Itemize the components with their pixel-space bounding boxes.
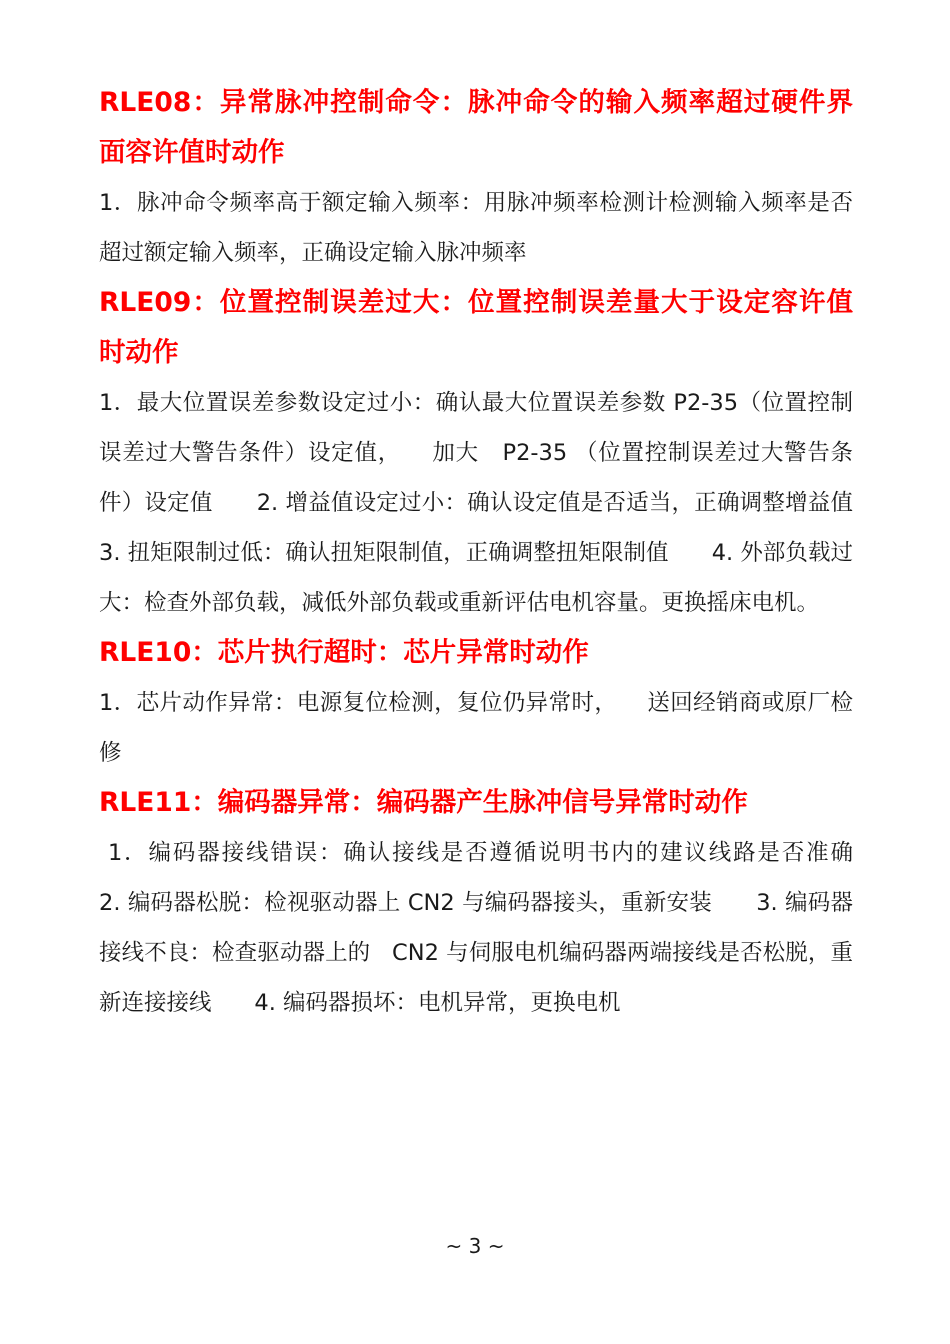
document-page — [99, 78, 896, 1028]
section-heading: RLE09：位置控制误差过大：位置控制误差量大于设定容许值时动作 — [99, 287, 853, 368]
section-heading: RLE08：异常脉冲控制命令：脉冲命令的输入频率超过硬件界面容许值时动作 — [99, 87, 853, 168]
section-heading: RLE10：芯片执行超时：芯片异常时动作 — [99, 637, 589, 668]
section-body: 1．脉冲命令频率高于额定输入频率：用脉冲频率检测计检测输入频率是否超过额定输入频率，正确设定输入脉冲频率 — [99, 190, 853, 266]
section-heading: RLE11：编码器异常：编码器产生脉冲信号异常时动作 — [99, 787, 748, 818]
section-rle08 — [99, 78, 853, 278]
section-body: 1．最大位置误差参数设定过小：确认最大位置误差参数 P2-35（位置控制误差过大警告条件）设定值， 加大 P2-35 （位置控制误差过大警告条件）设定值 2. 增益值设定过小：确认设定值是否适当，正确调整增益值 3. 扭矩限制过低：确认扭矩限制值，正确调整扭矩限制值 4. 外部负载过大：检查外部负载，减低外部负载或重新评估电机容量。更换摇床电机。 — [99, 390, 896, 616]
section-body: 1．编码器接线错误：确认接线是否遵循说明书内的建议线路是否准确 2. 编码器松脱：检视驱动器上 CN2 与编码器接头，重新安装 3. 编码器接线不良：检查驱动器上的 CN2 与伺服电机编码器两端接线是否松脱，重新连接接线 4. 编码器损坏：电机异常，更换电机 — [99, 840, 896, 1016]
section-rle09 — [99, 278, 896, 628]
section-rle11 — [99, 778, 896, 1028]
page-number: ~ 3 ~ — [445, 1234, 505, 1258]
section-body: 1．芯片动作异常：电源复位检测，复位仍异常时， 送回经销商或原厂检修 — [99, 690, 853, 766]
section-rle10 — [99, 628, 853, 778]
